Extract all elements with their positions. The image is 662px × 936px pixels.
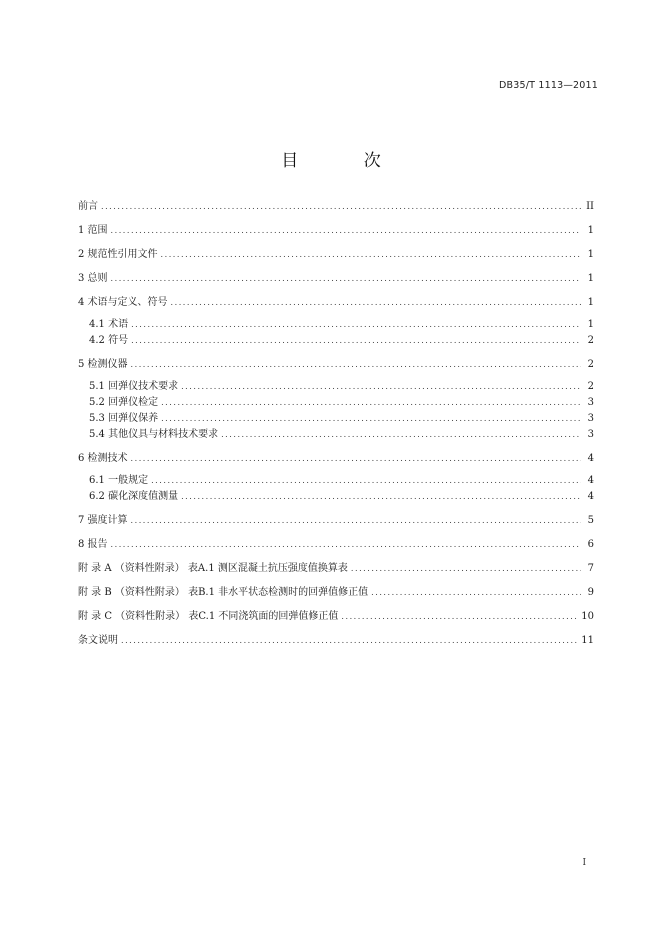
- toc-entry-label: 附 录 A （资料性附录） 表A.1 测区混凝土抗压强度值换算表: [78, 563, 348, 574]
- toc-entry-label: 5 检测仪器: [78, 359, 128, 370]
- toc-entry-strength-calculation[interactable]: [78, 513, 594, 529]
- toc-entry-4-2[interactable]: [78, 333, 594, 349]
- toc-entry-scope[interactable]: [78, 223, 594, 239]
- toc-leader-dots: [111, 537, 581, 553]
- toc-entry-page: 9: [587, 587, 594, 598]
- toc-entry-5-2[interactable]: [78, 395, 594, 411]
- toc-entry-label: 7 强度计算: [78, 515, 128, 526]
- toc-leader-dots: [131, 451, 581, 467]
- toc-entry-foreword[interactable]: [78, 199, 594, 215]
- toc-entry-page: 10: [581, 611, 594, 622]
- toc-entry-label: 附 录 B （资料性附录） 表B.1 非水平状态检测时的回弹值修正值: [78, 587, 369, 598]
- toc-entry-page: 3: [587, 397, 594, 408]
- document-code: DB35/T 1113—2011: [499, 80, 598, 91]
- toc-leader-dots: [131, 357, 581, 373]
- toc-entry-page: 11: [581, 635, 594, 646]
- toc-leader-dots: [161, 247, 581, 263]
- toc-leader-dots: [181, 489, 581, 505]
- toc-entry-label: 5.4 其他仪具与材料技术要求: [89, 429, 219, 440]
- toc-entry-page: 1: [587, 225, 594, 236]
- toc-entry-label: 6.1 一般规定: [89, 475, 149, 486]
- toc-entry-normative-references[interactable]: [78, 247, 594, 263]
- toc-entry-5-3[interactable]: [78, 411, 594, 427]
- page-title: 目 次: [281, 151, 411, 171]
- toc-entry-testing-technique[interactable]: [78, 451, 594, 467]
- page-number: I: [582, 858, 586, 868]
- toc-entry-general[interactable]: [78, 271, 594, 287]
- toc-leader-dots: [111, 223, 581, 239]
- toc-entry-label: 8 报告: [78, 539, 108, 550]
- toc-entry-6-1[interactable]: [78, 473, 594, 489]
- toc-entry-label: 2 规范性引用文件: [78, 249, 158, 260]
- toc-leader-dots: [221, 427, 581, 443]
- toc-entry-page: 4: [587, 475, 594, 486]
- toc-leader-dots: [111, 271, 581, 287]
- toc-entry-label: 前言: [78, 201, 98, 212]
- toc-leader-dots: [131, 333, 581, 349]
- toc-entry-page: 4: [587, 491, 594, 502]
- toc-leader-dots: [351, 561, 581, 577]
- toc-entry-page: 4: [587, 453, 594, 464]
- toc-entry-label: 4.1 术语: [89, 319, 129, 330]
- toc-entry-page: 7: [587, 563, 594, 574]
- toc-entry-5-4[interactable]: [78, 427, 594, 443]
- toc-entry-page: II: [586, 201, 594, 212]
- toc-entry-page: 5: [587, 515, 594, 526]
- toc-entry-page: 3: [587, 413, 594, 424]
- toc-leader-dots: [161, 411, 581, 427]
- toc-leader-dots: [181, 379, 581, 395]
- toc-entry-instruments[interactable]: [78, 357, 594, 373]
- toc-entry-page: 2: [587, 335, 594, 346]
- toc-entry-label: 5.2 回弹仪检定: [89, 397, 159, 408]
- toc-entry-label: 4 术语与定义、符号: [78, 297, 168, 308]
- toc-entry-page: 1: [587, 319, 594, 330]
- table-of-contents: [78, 199, 594, 649]
- toc-entry-terms[interactable]: [78, 295, 594, 311]
- toc-entry-5-1[interactable]: [78, 379, 594, 395]
- toc-leader-dots: [171, 295, 581, 311]
- toc-entry-appendix-b[interactable]: [78, 585, 594, 601]
- toc-entry-page: 3: [587, 429, 594, 440]
- toc-entry-page: 2: [587, 381, 594, 392]
- toc-entry-label: 5.1 回弹仪技术要求: [89, 381, 179, 392]
- toc-entry-report[interactable]: [78, 537, 594, 553]
- toc-entry-page: 1: [587, 297, 594, 308]
- toc-entry-label: 6.2 碳化深度值测量: [89, 491, 179, 502]
- toc-entry-label: 条文说明: [78, 635, 118, 646]
- toc-leader-dots: [131, 513, 581, 529]
- toc-leader-dots: [101, 199, 581, 215]
- toc-entry-label: 5.3 回弹仪保养: [89, 413, 159, 424]
- toc-leader-dots: [121, 633, 578, 649]
- toc-entry-page: 1: [587, 273, 594, 284]
- toc-entry-label: 附 录 C （资料性附录） 表C.1 不同浇筑面的回弹值修正值: [78, 611, 339, 622]
- toc-leader-dots: [161, 395, 581, 411]
- toc-leader-dots: [371, 585, 581, 601]
- toc-entry-label: 1 范围: [78, 225, 108, 236]
- toc-leader-dots: [341, 609, 578, 625]
- toc-entry-explanation[interactable]: [78, 633, 594, 649]
- toc-entry-appendix-c[interactable]: [78, 609, 594, 625]
- toc-entry-label: 3 总则: [78, 273, 108, 284]
- toc-entry-label: 4.2 符号: [89, 335, 129, 346]
- toc-entry-6-2[interactable]: [78, 489, 594, 505]
- toc-entry-page: 2: [587, 359, 594, 370]
- toc-entry-page: 1: [587, 249, 594, 260]
- toc-entry-page: 6: [587, 539, 594, 550]
- toc-entry-appendix-a[interactable]: [78, 561, 594, 577]
- toc-leader-dots: [151, 473, 581, 489]
- toc-entry-label: 6 检测技术: [78, 453, 128, 464]
- toc-leader-dots: [131, 317, 581, 333]
- toc-entry-4-1[interactable]: [78, 317, 594, 333]
